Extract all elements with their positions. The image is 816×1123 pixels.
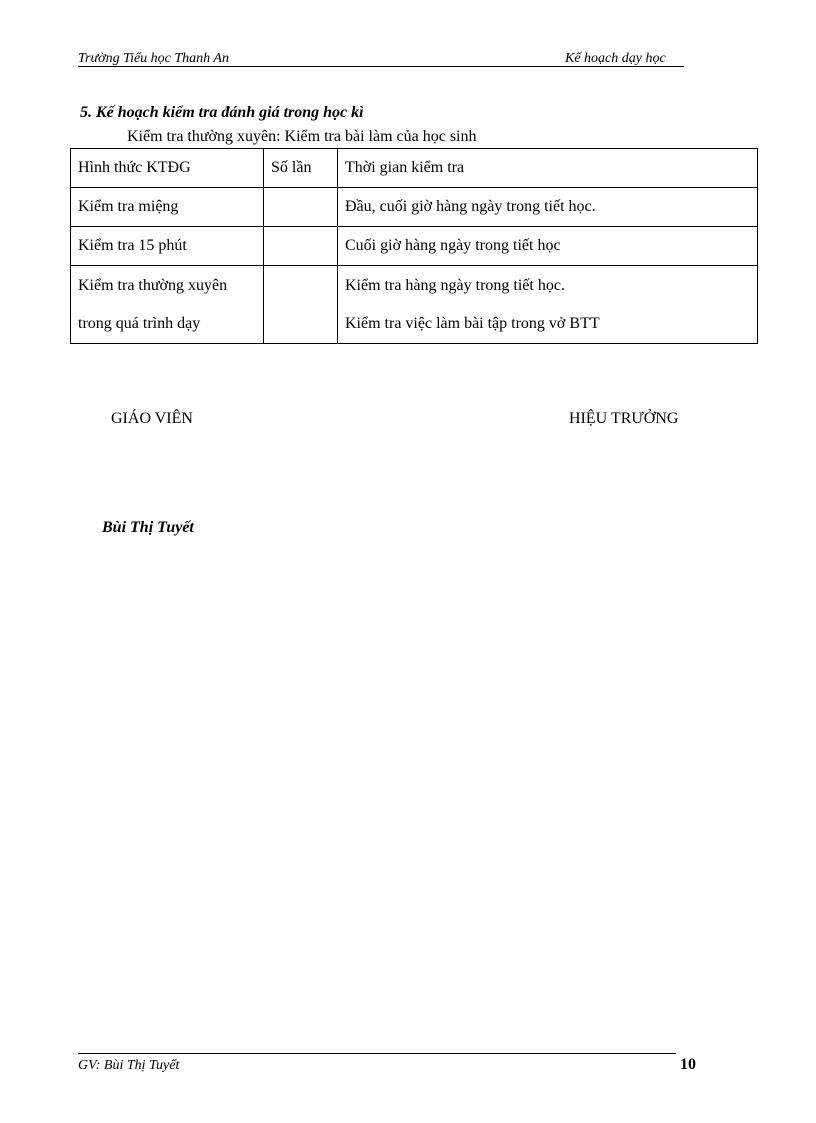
table-row [71,188,758,227]
header-document-title: Kế hoạch dạy học [565,51,666,66]
assessment-plan-table [70,148,758,344]
header-school-name: Trường Tiểu học Thanh An [78,51,229,66]
cell-form: Kiểm tra 15 phút [71,227,264,266]
section-title: 5. Kế hoạch kiểm tra đánh giá trong học kì [80,104,364,121]
cell-form-line: trong quá trình dạy [78,314,201,332]
cell-form: Kiểm tra miệng [71,188,264,227]
footer-teacher: GV: Bùi Thị Tuyết [78,1058,180,1073]
column-header-count: Số lần [264,149,338,188]
signature-principal-label: HIỆU TRƯỞNG [569,410,679,427]
cell-form-line: Kiểm tra thường xuyên [78,276,228,294]
cell-time: Cuối giờ hàng ngày trong tiết học [338,227,758,266]
cell-time [338,266,758,344]
page-number: 10 [680,1056,696,1073]
table-row [71,266,758,344]
cell-time-line: Kiểm tra việc làm bài tập trong vở BTT [345,314,600,332]
cell-count [264,188,338,227]
signature-teacher-label: GIÁO VIÊN [111,410,193,427]
section-subtitle: Kiểm tra thường xuyên: Kiểm tra bài làm của học sinh [127,128,477,145]
table-header-row [71,149,758,188]
cell-count [264,266,338,344]
signer-name: Bùi Thị Tuyết [102,519,194,536]
footer-divider [78,1053,676,1054]
cell-time: Đầu, cuối giờ hàng ngày trong tiết học. [338,188,758,227]
column-header-time: Thời gian kiểm tra [338,149,758,188]
table-row [71,227,758,266]
cell-time-line: Kiểm tra hàng ngày trong tiết học. [345,276,565,294]
cell-form [71,266,264,344]
column-header-form: Hình thức KTĐG [71,149,264,188]
header-divider [78,66,684,67]
cell-count [264,227,338,266]
